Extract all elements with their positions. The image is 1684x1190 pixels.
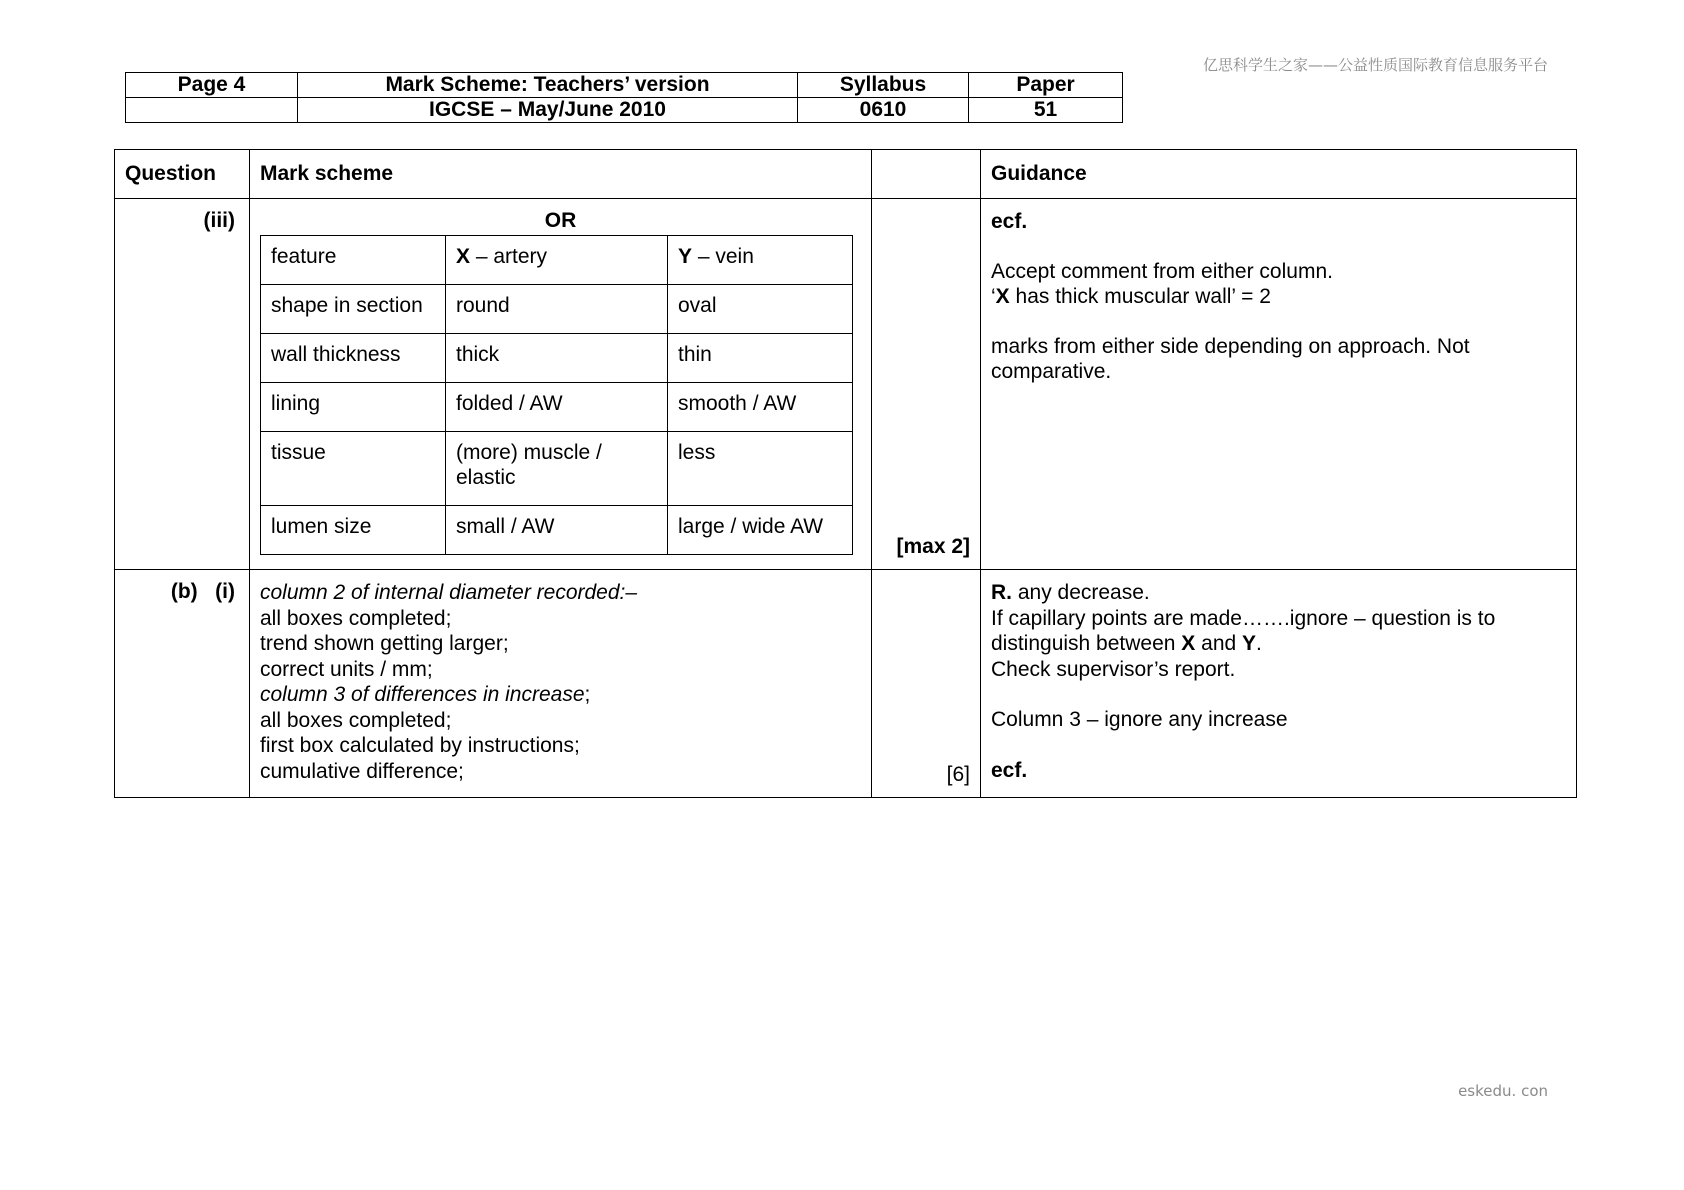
- comparison-row: [261, 334, 853, 383]
- guidance-cell: [981, 570, 1577, 798]
- vein-cell: oval: [668, 285, 853, 334]
- guidance-text: Column 3 – ignore any increase: [991, 708, 1288, 731]
- vein-cell: thin: [668, 334, 853, 383]
- feature-cell: shape in section: [261, 285, 446, 334]
- vein-cell: large / wide AW: [668, 506, 853, 555]
- mark-scheme-cell: [250, 570, 872, 798]
- question-number: (b) (i): [115, 570, 250, 798]
- guidance-text: comparative.: [991, 360, 1112, 383]
- mark-point: first box calculated by instructions;: [260, 734, 580, 757]
- feature-cell: wall thickness: [261, 334, 446, 383]
- mark-point: column 2 of internal diameter recorded:–: [260, 581, 638, 604]
- comparison-table: [260, 235, 853, 555]
- paper-label: Paper: [969, 73, 1123, 98]
- comparison-header-row: [261, 236, 853, 285]
- mark-point: all boxes completed;: [260, 606, 452, 630]
- document-title: Mark Scheme: Teachers’ version: [298, 73, 798, 98]
- guidance-text: distinguish between X and Y.: [991, 632, 1262, 655]
- mark-point: trend shown getting larger;: [260, 632, 509, 655]
- feature-header: feature: [261, 236, 446, 285]
- artery-cell: folded / AW: [446, 383, 668, 432]
- mark-point: correct units / mm;: [260, 657, 433, 681]
- vein-header: Y – vein: [668, 236, 853, 285]
- guidance-text: Check supervisor’s report.: [991, 657, 1236, 681]
- column-header-guidance: Guidance: [981, 150, 1577, 199]
- comparison-row: [261, 383, 853, 432]
- artery-cell: small / AW: [446, 506, 668, 555]
- feature-cell: tissue: [261, 432, 446, 506]
- empty-cell: [126, 98, 298, 123]
- feature-cell: lumen size: [261, 506, 446, 555]
- guidance-cell: [981, 199, 1577, 570]
- watermark-bottom: eskedu. con: [1458, 1082, 1548, 1100]
- comparison-row: [261, 506, 853, 555]
- mark-scheme-table: [114, 149, 1577, 798]
- mark-point: cumulative difference;: [260, 759, 464, 783]
- artery-cell: thick: [446, 334, 668, 383]
- watermark-top: 亿思科学生之家——公益性质国际教育信息服务平台: [1202, 56, 1548, 74]
- exam-session: IGCSE – May/June 2010: [298, 98, 798, 123]
- guidance-text: marks from either side depending on approach. Not: [991, 335, 1470, 358]
- syllabus-value: 0610: [798, 98, 969, 123]
- vein-cell: less: [668, 432, 853, 506]
- comparison-row: [261, 285, 853, 334]
- mark-point: column 3 of differences in increase;: [260, 683, 591, 706]
- table-row: [115, 570, 1577, 798]
- feature-cell: lining: [261, 383, 446, 432]
- guidance-text: R. any decrease.: [991, 581, 1150, 604]
- max-marks: [max 2]: [896, 535, 970, 558]
- guidance-text: ‘X has thick muscular wall’ = 2: [991, 285, 1271, 308]
- guidance-ecf: ecf.: [991, 210, 1028, 233]
- column-header-marks: [872, 150, 981, 199]
- guidance-text: Accept comment from either column.: [991, 260, 1333, 283]
- guidance-ecf: ecf.: [991, 758, 1028, 782]
- table-row: [115, 199, 1577, 570]
- question-number: (iii): [115, 199, 250, 570]
- total-marks: [6]: [946, 763, 970, 786]
- mark-scheme-cell: [250, 199, 872, 570]
- or-label: OR: [544, 209, 577, 232]
- page-number: Page 4: [126, 73, 298, 98]
- syllabus-label: Syllabus: [798, 73, 969, 98]
- header-table: [125, 72, 1123, 123]
- artery-header: X – artery: [446, 236, 668, 285]
- marks-cell: [872, 199, 981, 570]
- marks-cell: [872, 570, 981, 798]
- column-header-question: Question: [115, 150, 250, 199]
- guidance-text: If capillary points are made…….ignore – question is to: [991, 606, 1496, 630]
- artery-cell: round: [446, 285, 668, 334]
- paper-value: 51: [969, 98, 1123, 123]
- mark-point: all boxes completed;: [260, 708, 452, 732]
- artery-cell: (more) muscle / elastic: [446, 432, 668, 506]
- vein-cell: smooth / AW: [668, 383, 853, 432]
- comparison-row: [261, 432, 853, 506]
- column-header-mark-scheme: Mark scheme: [250, 150, 872, 199]
